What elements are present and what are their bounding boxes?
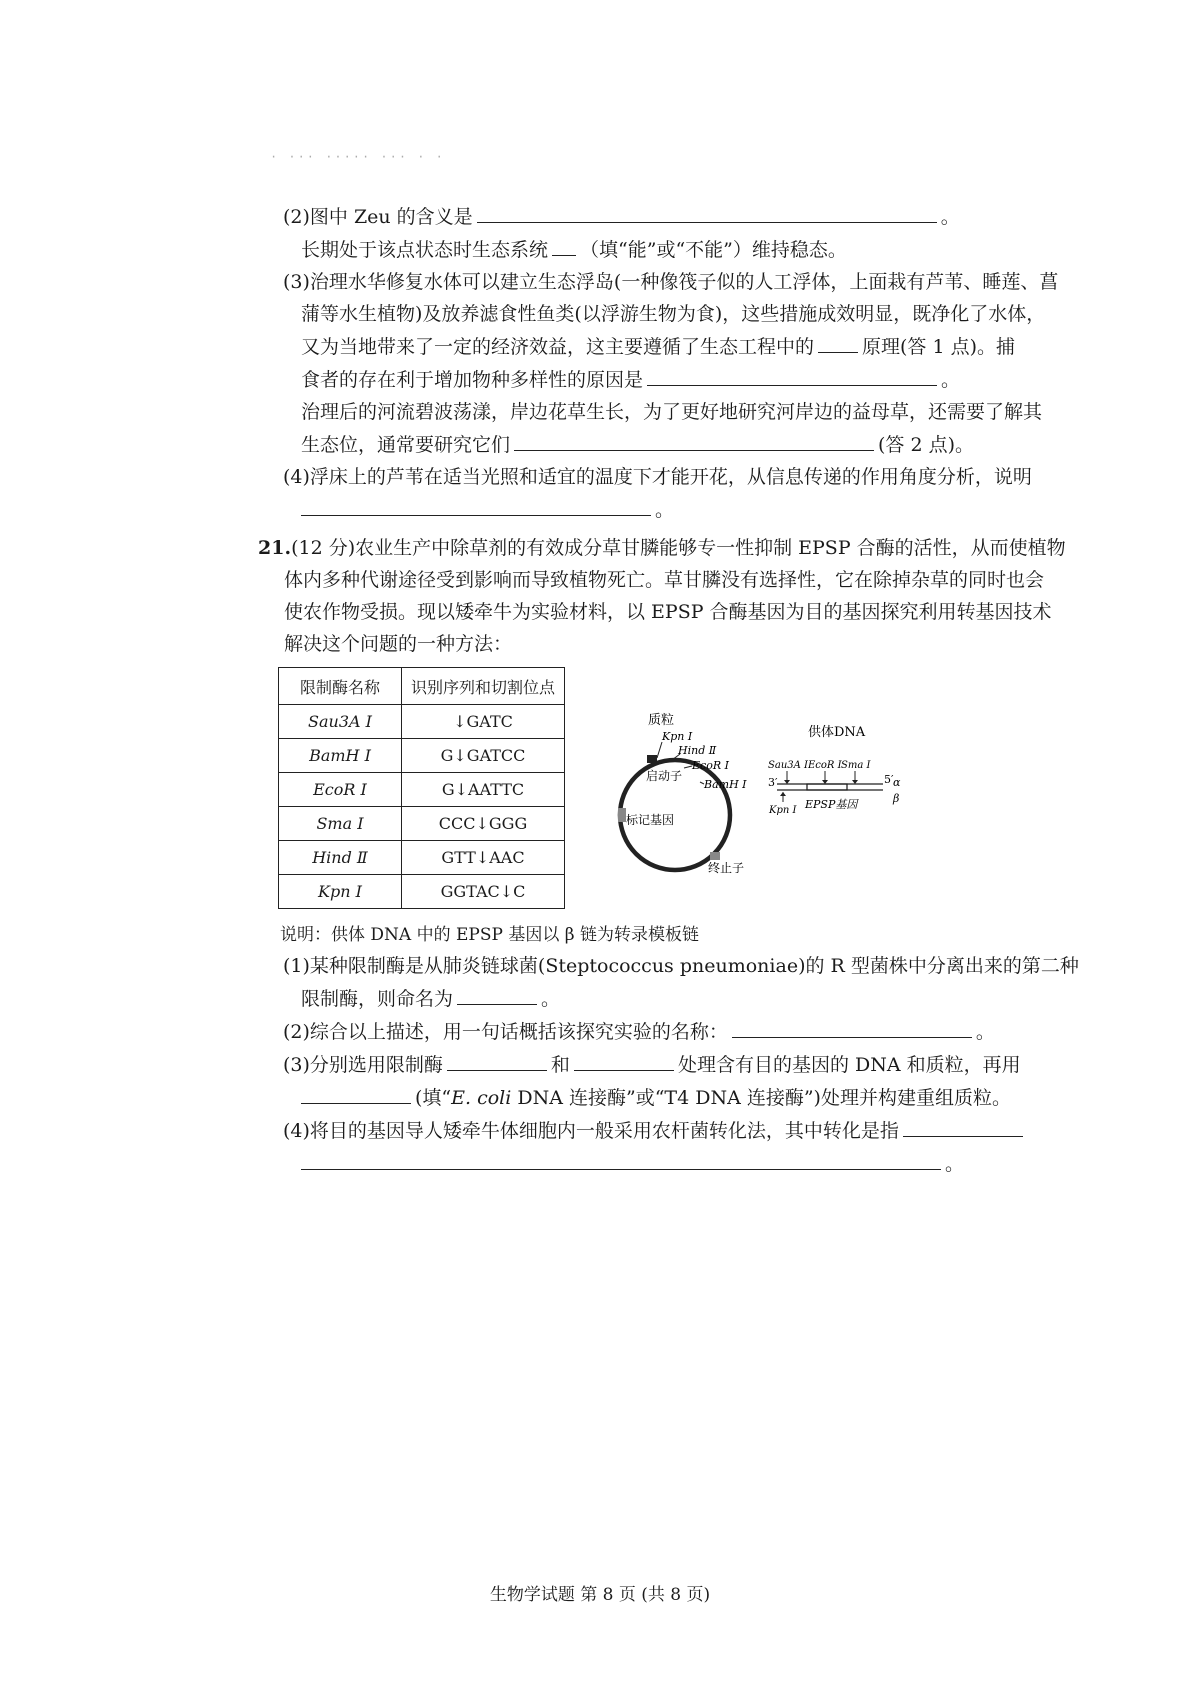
plasmid-title: 质粒 <box>648 713 675 728</box>
plasmid-eco-label: EcoR Ⅰ <box>692 759 729 772</box>
answer-blank[interactable] <box>301 493 651 516</box>
plasmid-kpn-label: Kpn Ⅰ <box>662 730 693 743</box>
answer-blank[interactable] <box>574 1048 674 1071</box>
answer-blank[interactable] <box>457 982 537 1005</box>
donor-alpha-label: α <box>893 776 901 789</box>
donor-5prime-label: 5′ <box>884 773 894 786</box>
recognition-sequence: GTT↓AAC <box>402 841 565 875</box>
promoter-label: 启动子 <box>646 769 683 783</box>
donor-dna-diagram <box>765 720 905 830</box>
q21-part4-line1: (4)将目的基因导人矮牵牛体细胞内一般采用农杆菌转化法，其中转化是指 <box>283 1114 963 1147</box>
promoter-marker <box>647 755 657 763</box>
donor-3prime-label: 3′ <box>768 776 778 789</box>
enzyme-name: Hind Ⅱ <box>279 841 402 875</box>
enzyme-name: Kpn Ⅰ <box>279 875 402 909</box>
terminator-label: 终止子 <box>708 861 745 875</box>
answer-blank[interactable] <box>514 428 874 451</box>
epsp-gene-box <box>807 784 847 790</box>
q21-part3-line2: (填“E. coli DNA 连接酶”或“T4 DNA 连接酶”)处理并构建重组质粒。 <box>283 1081 963 1114</box>
q21-part1-line2: 限制酶，则命名为 。 <box>283 982 963 1015</box>
recognition-sequence: ↓GATC <box>402 705 565 739</box>
recognition-sequence: CCC↓GGG <box>402 807 565 841</box>
table-row <box>279 875 565 909</box>
answer-blank[interactable] <box>301 1147 941 1170</box>
enzyme-name: Sma Ⅰ <box>279 807 402 841</box>
donor-title: 供体DNA <box>808 725 866 740</box>
page-footer: 生物学试题 第 8 页 (共 8 页) <box>489 1585 711 1605</box>
q20-part2-line2: 长期处于该点状态时生态系统 （填“能”或“不能”）维持稳态。 <box>283 233 953 266</box>
q21-part2: (2)综合以上描述，用一句话概括该探究实验的名称： 。 <box>283 1015 963 1048</box>
marker-gene-block <box>618 808 626 822</box>
answer-blank[interactable] <box>818 330 858 353</box>
answer-blank[interactable] <box>903 1114 1023 1137</box>
table-row <box>279 705 565 739</box>
q20-part4-line1: (4)浮床上的芦苇在适当光照和适宜的温度下才能开花，从信息传递的作用角度分析，说明 <box>283 466 1032 488</box>
q20-part3-line3: 又为当地带来了一定的经济效益，这主要遵循了生态工程中的 原理(答 1 点)。捕 <box>283 330 953 363</box>
q20-part4-line2: 。 <box>283 493 953 526</box>
q20-part3-line2: 蒲等水生植物)及放养滤食性鱼类(以浮游生物为食)，这些措施成效明显，既净化了水体， <box>301 303 1046 325</box>
answer-blank[interactable] <box>732 1015 972 1038</box>
table-header-row <box>279 668 565 705</box>
donor-sau-label: Sau3A Ⅰ <box>768 760 808 771</box>
donor-gene-label: EPSP基因 <box>805 798 858 811</box>
q20-part3-line4: 食者的存在利于增加物种多样性的原因是 。 <box>283 363 953 396</box>
q21-part1-line1: (1)某种限制酶是从肺炎链球菌(Steptococcus pneumoniae)的 R 型菌株中分离出来的第二种 <box>283 955 1079 977</box>
scan-artifact: · ··· ····· ··· · · <box>270 150 445 164</box>
plasmid-diagram <box>600 700 760 880</box>
recognition-sequence: G↓AATTC <box>402 773 565 807</box>
marker-gene-label: 标记基因 <box>626 813 675 827</box>
donor-sma-label: Sma Ⅰ <box>841 760 871 771</box>
plasmid-bam-label: BamH Ⅰ <box>704 778 747 791</box>
table-row <box>279 841 565 875</box>
q21-parts <box>283 950 1079 1180</box>
donor-kpn-label: Kpn Ⅰ <box>769 805 797 816</box>
q20-part3-line6: 生态位，通常要研究它们 (答 2 点)。 <box>283 428 953 461</box>
q20-part2-line1: (2)图中 Zeu 的含义是 。 <box>283 200 953 233</box>
enzyme-name: EcoR Ⅰ <box>279 773 402 807</box>
q20-part3-line1: (3)治理水华修复水体可以建立生态浮岛(一种像筏子似的人工浮体，上面栽有芦苇、睡莲、菖 <box>283 271 1059 293</box>
q21-part4-line2: 。 <box>283 1147 963 1180</box>
answer-blank[interactable] <box>301 1081 411 1104</box>
q21-intro: 21.(12 分)农业生产中除草剂的有效成分草甘膦能够专一性抑制 EPSP 合酶的活性，从而使植物 体内多种代谢途径受到影响而导致植物死亡。草甘膦没有选择性，它在除掉杂草的同时也会 使农作物受损。现以矮牵牛为实验材料，以 EPSP 合酶基因为目的基因探究利用转基因技术 解决这个问题的一种方法： <box>258 537 1066 655</box>
answer-blank[interactable] <box>552 233 576 256</box>
enzyme-name: Sau3A Ⅰ <box>279 705 402 739</box>
recognition-sequence: G↓GATCC <box>402 739 565 773</box>
restriction-enzyme-table <box>278 667 565 909</box>
table-header: 识别序列和切割位点 <box>402 668 565 705</box>
question-points: (12 分) <box>291 537 356 559</box>
q20-part3-line5: 治理后的河流碧波荡漾，岸边花草生长，为了更好地研究河岸边的益母草，还需要了解其 <box>301 401 1043 423</box>
answer-blank[interactable] <box>647 363 937 386</box>
answer-blank[interactable] <box>477 200 937 223</box>
q21-part3-line1: (3)分别选用限制酶 和 处理含有目的基因的 DNA 和质粒，再用 <box>283 1048 963 1081</box>
plasmid-hind-label: Hind Ⅱ <box>678 744 717 757</box>
donor-beta-label: β <box>893 792 900 805</box>
answer-blank[interactable] <box>447 1048 547 1071</box>
table-row <box>279 773 565 807</box>
q20-section <box>283 200 1059 526</box>
question-number: 21. <box>258 537 292 559</box>
enzyme-name: BamH Ⅰ <box>279 739 402 773</box>
diagram-note: 说明：供体 DNA 中的 EPSP 基因以 β 链为转录模板链 <box>280 925 699 945</box>
table-row <box>279 807 565 841</box>
terminator-block <box>710 852 720 860</box>
recognition-sequence: GGTAC↓C <box>402 875 565 909</box>
table-header: 限制酶名称 <box>279 668 402 705</box>
table-row <box>279 739 565 773</box>
donor-eco-label: EcoR Ⅰ <box>808 760 842 771</box>
